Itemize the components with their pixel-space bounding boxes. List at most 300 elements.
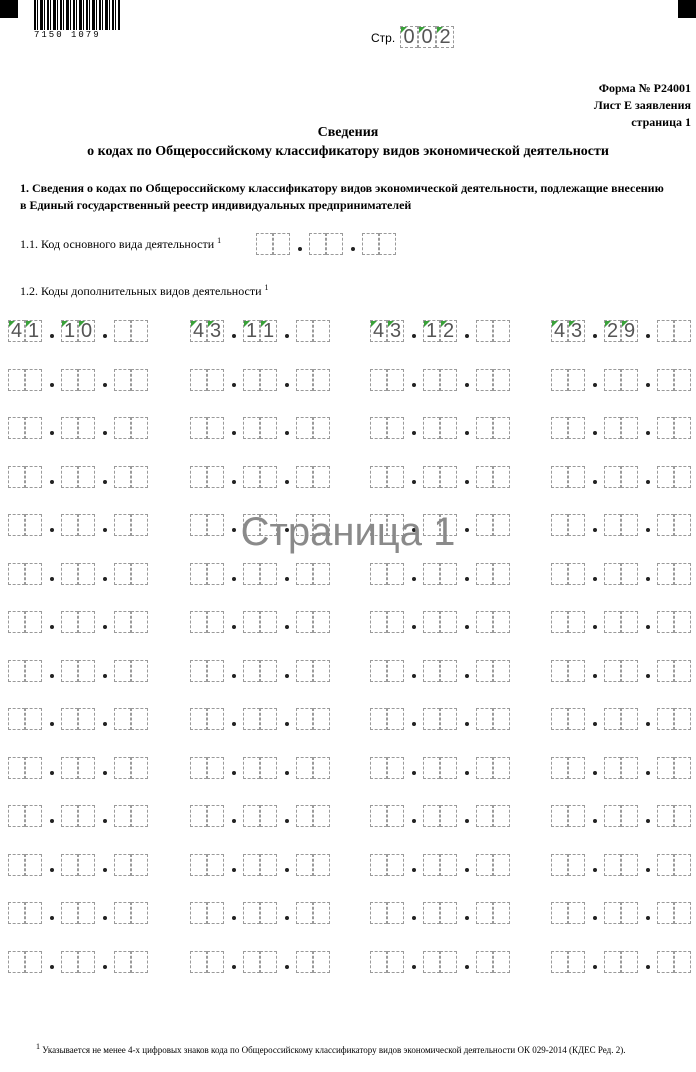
- additional-code-r6-c1-digit-4[interactable]: [78, 563, 95, 585]
- additional-code-r2-c3-digit-2[interactable]: [387, 369, 404, 391]
- additional-code-r1-c3-digit-5[interactable]: [476, 320, 493, 342]
- additional-code-r10-c2-digit-6[interactable]: [313, 757, 330, 779]
- additional-code-r11-c4-digit-6[interactable]: [674, 805, 691, 827]
- additional-code-r2-c1-digit-1[interactable]: [8, 369, 25, 391]
- additional-code-r7-c2-digit-2[interactable]: [207, 611, 224, 633]
- additional-code-r7-c1-digit-1[interactable]: [8, 611, 25, 633]
- additional-code-r2-c3-digit-1[interactable]: [370, 369, 387, 391]
- additional-code-r12-c3-digit-5[interactable]: [476, 854, 493, 876]
- additional-code-r12-c4-digit-1[interactable]: [551, 854, 568, 876]
- additional-code-r4-c3-digit-3[interactable]: [423, 466, 440, 488]
- additional-code-r4-c1-digit-1[interactable]: [8, 466, 25, 488]
- additional-code-r8-c1-digit-2[interactable]: [25, 660, 42, 682]
- additional-code-r9-c3-digit-6[interactable]: [493, 708, 510, 730]
- additional-code-r1-c2-digit-4[interactable]: 1: [260, 320, 277, 342]
- additional-code-r13-c2-digit-4[interactable]: [260, 902, 277, 924]
- additional-code-r2-c4-digit-6[interactable]: [674, 369, 691, 391]
- additional-code-r2-c2-digit-5[interactable]: [296, 369, 313, 391]
- additional-code-r6-c1-digit-6[interactable]: [131, 563, 148, 585]
- main-activity-code-digit-4[interactable]: [326, 233, 343, 255]
- additional-code-r7-c2-digit-3[interactable]: [243, 611, 260, 633]
- additional-code-r8-c4-digit-4[interactable]: [621, 660, 638, 682]
- additional-code-r13-c4-digit-1[interactable]: [551, 902, 568, 924]
- additional-code-r4-c3-digit-2[interactable]: [387, 466, 404, 488]
- additional-code-r8-c1-digit-1[interactable]: [8, 660, 25, 682]
- page-number-digit-1[interactable]: 0: [400, 26, 418, 48]
- additional-code-r1-c4-digit-4[interactable]: 9: [621, 320, 638, 342]
- additional-code-r12-c3-digit-2[interactable]: [387, 854, 404, 876]
- additional-code-r1-c2-digit-2[interactable]: 3: [207, 320, 224, 342]
- additional-code-r14-c2-digit-6[interactable]: [313, 951, 330, 973]
- additional-code-r1-c2-digit-3[interactable]: 1: [243, 320, 260, 342]
- additional-code-r7-c4-digit-4[interactable]: [621, 611, 638, 633]
- additional-code-r10-c3-digit-4[interactable]: [440, 757, 457, 779]
- additional-code-r13-c1-digit-6[interactable]: [131, 902, 148, 924]
- additional-code-r7-c1-digit-3[interactable]: [61, 611, 78, 633]
- additional-code-r9-c1-digit-4[interactable]: [78, 708, 95, 730]
- additional-code-r1-c1-digit-3[interactable]: 1: [61, 320, 78, 342]
- additional-code-r11-c4-digit-4[interactable]: [621, 805, 638, 827]
- main-activity-code-digit-3[interactable]: [309, 233, 326, 255]
- additional-code-r2-c1-digit-2[interactable]: [25, 369, 42, 391]
- additional-code-r3-c2-digit-6[interactable]: [313, 417, 330, 439]
- additional-code-r6-c4-digit-2[interactable]: [568, 563, 585, 585]
- additional-code-r10-c1-digit-4[interactable]: [78, 757, 95, 779]
- additional-code-r14-c4-digit-4[interactable]: [621, 951, 638, 973]
- additional-code-r6-c3-digit-6[interactable]: [493, 563, 510, 585]
- additional-code-r2-c4-digit-1[interactable]: [551, 369, 568, 391]
- additional-code-r9-c2-digit-6[interactable]: [313, 708, 330, 730]
- additional-code-r2-c2-digit-1[interactable]: [190, 369, 207, 391]
- additional-code-r13-c4-digit-3[interactable]: [604, 902, 621, 924]
- additional-code-r7-c3-digit-5[interactable]: [476, 611, 493, 633]
- additional-code-r4-c1-digit-5[interactable]: [114, 466, 131, 488]
- additional-code-r4-c2-digit-5[interactable]: [296, 466, 313, 488]
- additional-code-r4-c1-digit-6[interactable]: [131, 466, 148, 488]
- additional-code-r12-c1-digit-6[interactable]: [131, 854, 148, 876]
- additional-code-r1-c2-digit-6[interactable]: [313, 320, 330, 342]
- additional-code-r7-c4-digit-6[interactable]: [674, 611, 691, 633]
- additional-code-r12-c4-digit-4[interactable]: [621, 854, 638, 876]
- additional-code-r3-c1-digit-6[interactable]: [131, 417, 148, 439]
- additional-code-r4-c1-digit-3[interactable]: [61, 466, 78, 488]
- additional-code-r9-c4-digit-3[interactable]: [604, 708, 621, 730]
- additional-code-r6-c1-digit-2[interactable]: [25, 563, 42, 585]
- additional-code-r13-c1-digit-3[interactable]: [61, 902, 78, 924]
- additional-code-r13-c3-digit-5[interactable]: [476, 902, 493, 924]
- additional-code-r2-c2-digit-6[interactable]: [313, 369, 330, 391]
- additional-code-r14-c4-digit-3[interactable]: [604, 951, 621, 973]
- additional-code-r10-c2-digit-1[interactable]: [190, 757, 207, 779]
- additional-code-r2-c2-digit-2[interactable]: [207, 369, 224, 391]
- additional-code-r3-c3-digit-1[interactable]: [370, 417, 387, 439]
- additional-code-r2-c1-digit-5[interactable]: [114, 369, 131, 391]
- additional-code-r4-c2-digit-2[interactable]: [207, 466, 224, 488]
- additional-code-r2-c1-digit-3[interactable]: [61, 369, 78, 391]
- additional-code-r8-c4-digit-1[interactable]: [551, 660, 568, 682]
- additional-code-r11-c2-digit-2[interactable]: [207, 805, 224, 827]
- additional-code-r14-c2-digit-2[interactable]: [207, 951, 224, 973]
- additional-code-r11-c3-digit-5[interactable]: [476, 805, 493, 827]
- additional-code-r6-c3-digit-5[interactable]: [476, 563, 493, 585]
- additional-code-r14-c2-digit-1[interactable]: [190, 951, 207, 973]
- additional-code-r8-c2-digit-1[interactable]: [190, 660, 207, 682]
- additional-code-r9-c3-digit-2[interactable]: [387, 708, 404, 730]
- additional-code-r9-c1-digit-6[interactable]: [131, 708, 148, 730]
- additional-code-r9-c2-digit-2[interactable]: [207, 708, 224, 730]
- additional-code-r1-c4-digit-1[interactable]: 4: [551, 320, 568, 342]
- additional-code-r3-c4-digit-4[interactable]: [621, 417, 638, 439]
- additional-code-r2-c1-digit-4[interactable]: [78, 369, 95, 391]
- additional-code-r12-c2-digit-5[interactable]: [296, 854, 313, 876]
- additional-code-r1-c1-digit-2[interactable]: 1: [25, 320, 42, 342]
- additional-code-r10-c3-digit-2[interactable]: [387, 757, 404, 779]
- additional-code-r7-c1-digit-5[interactable]: [114, 611, 131, 633]
- additional-code-r2-c4-digit-2[interactable]: [568, 369, 585, 391]
- additional-code-r12-c2-digit-1[interactable]: [190, 854, 207, 876]
- additional-code-r9-c3-digit-4[interactable]: [440, 708, 457, 730]
- additional-code-r7-c4-digit-1[interactable]: [551, 611, 568, 633]
- page-number-digit-3[interactable]: 2: [436, 26, 454, 48]
- additional-code-r13-c3-digit-3[interactable]: [423, 902, 440, 924]
- additional-code-r6-c1-digit-1[interactable]: [8, 563, 25, 585]
- additional-code-r3-c2-digit-4[interactable]: [260, 417, 277, 439]
- additional-code-r14-c3-digit-4[interactable]: [440, 951, 457, 973]
- additional-code-r7-c3-digit-3[interactable]: [423, 611, 440, 633]
- additional-code-r14-c3-digit-1[interactable]: [370, 951, 387, 973]
- page-number-digit-2[interactable]: 0: [418, 26, 436, 48]
- additional-code-r8-c1-digit-5[interactable]: [114, 660, 131, 682]
- additional-code-r4-c4-digit-5[interactable]: [657, 466, 674, 488]
- additional-code-r1-c2-digit-5[interactable]: [296, 320, 313, 342]
- additional-code-r6-c4-digit-6[interactable]: [674, 563, 691, 585]
- additional-code-r3-c4-digit-1[interactable]: [551, 417, 568, 439]
- additional-code-r9-c3-digit-3[interactable]: [423, 708, 440, 730]
- additional-code-r10-c4-digit-4[interactable]: [621, 757, 638, 779]
- additional-code-r9-c4-digit-2[interactable]: [568, 708, 585, 730]
- additional-code-r3-c1-digit-2[interactable]: [25, 417, 42, 439]
- additional-code-r13-c3-digit-4[interactable]: [440, 902, 457, 924]
- additional-code-r14-c4-digit-5[interactable]: [657, 951, 674, 973]
- additional-code-r12-c3-digit-6[interactable]: [493, 854, 510, 876]
- additional-code-r14-c1-digit-2[interactable]: [25, 951, 42, 973]
- additional-code-r13-c4-digit-2[interactable]: [568, 902, 585, 924]
- main-activity-code-digit-6[interactable]: [379, 233, 396, 255]
- additional-code-r6-c4-digit-5[interactable]: [657, 563, 674, 585]
- additional-code-r8-c2-digit-2[interactable]: [207, 660, 224, 682]
- additional-code-r14-c3-digit-5[interactable]: [476, 951, 493, 973]
- additional-code-r7-c4-digit-2[interactable]: [568, 611, 585, 633]
- additional-code-r6-c2-digit-4[interactable]: [260, 563, 277, 585]
- main-activity-code-digit-1[interactable]: [256, 233, 273, 255]
- additional-code-r10-c4-digit-2[interactable]: [568, 757, 585, 779]
- additional-code-r12-c3-digit-3[interactable]: [423, 854, 440, 876]
- additional-code-r2-c3-digit-6[interactable]: [493, 369, 510, 391]
- additional-code-r1-c4-digit-3[interactable]: 2: [604, 320, 621, 342]
- additional-code-r10-c1-digit-6[interactable]: [131, 757, 148, 779]
- additional-code-r4-c4-digit-4[interactable]: [621, 466, 638, 488]
- additional-code-r8-c2-digit-3[interactable]: [243, 660, 260, 682]
- additional-code-r10-c2-digit-2[interactable]: [207, 757, 224, 779]
- additional-code-r7-c2-digit-1[interactable]: [190, 611, 207, 633]
- additional-code-r9-c4-digit-5[interactable]: [657, 708, 674, 730]
- additional-code-r10-c4-digit-1[interactable]: [551, 757, 568, 779]
- additional-code-r4-c4-digit-2[interactable]: [568, 466, 585, 488]
- additional-code-r8-c2-digit-4[interactable]: [260, 660, 277, 682]
- additional-code-r13-c2-digit-5[interactable]: [296, 902, 313, 924]
- additional-code-r7-c2-digit-5[interactable]: [296, 611, 313, 633]
- additional-code-r1-c3-digit-1[interactable]: 4: [370, 320, 387, 342]
- additional-code-r9-c2-digit-4[interactable]: [260, 708, 277, 730]
- additional-code-r10-c2-digit-4[interactable]: [260, 757, 277, 779]
- additional-code-r12-c1-digit-2[interactable]: [25, 854, 42, 876]
- additional-code-r1-c1-digit-5[interactable]: [114, 320, 131, 342]
- additional-code-r1-c3-digit-4[interactable]: 2: [440, 320, 457, 342]
- additional-code-r12-c1-digit-5[interactable]: [114, 854, 131, 876]
- additional-code-r11-c2-digit-1[interactable]: [190, 805, 207, 827]
- additional-code-r10-c4-digit-6[interactable]: [674, 757, 691, 779]
- additional-code-r13-c3-digit-6[interactable]: [493, 902, 510, 924]
- additional-code-r2-c2-digit-4[interactable]: [260, 369, 277, 391]
- additional-code-r6-c4-digit-4[interactable]: [621, 563, 638, 585]
- additional-code-r13-c2-digit-3[interactable]: [243, 902, 260, 924]
- additional-code-r13-c2-digit-1[interactable]: [190, 902, 207, 924]
- additional-code-r10-c2-digit-3[interactable]: [243, 757, 260, 779]
- additional-code-r4-c3-digit-6[interactable]: [493, 466, 510, 488]
- additional-code-r10-c3-digit-3[interactable]: [423, 757, 440, 779]
- additional-code-r3-c3-digit-3[interactable]: [423, 417, 440, 439]
- additional-code-r7-c3-digit-2[interactable]: [387, 611, 404, 633]
- additional-code-r1-c3-digit-2[interactable]: 3: [387, 320, 404, 342]
- additional-code-r7-c4-digit-5[interactable]: [657, 611, 674, 633]
- additional-code-r9-c1-digit-5[interactable]: [114, 708, 131, 730]
- additional-code-r8-c3-digit-6[interactable]: [493, 660, 510, 682]
- additional-code-r8-c1-digit-3[interactable]: [61, 660, 78, 682]
- additional-code-r6-c2-digit-6[interactable]: [313, 563, 330, 585]
- additional-code-r8-c4-digit-2[interactable]: [568, 660, 585, 682]
- additional-code-r12-c1-digit-3[interactable]: [61, 854, 78, 876]
- additional-code-r7-c3-digit-4[interactable]: [440, 611, 457, 633]
- additional-code-r2-c2-digit-3[interactable]: [243, 369, 260, 391]
- additional-code-r3-c3-digit-6[interactable]: [493, 417, 510, 439]
- additional-code-r8-c3-digit-4[interactable]: [440, 660, 457, 682]
- additional-code-r4-c2-digit-6[interactable]: [313, 466, 330, 488]
- additional-code-r6-c2-digit-1[interactable]: [190, 563, 207, 585]
- additional-code-r3-c4-digit-5[interactable]: [657, 417, 674, 439]
- main-activity-code-digit-5[interactable]: [362, 233, 379, 255]
- additional-code-r13-c1-digit-2[interactable]: [25, 902, 42, 924]
- main-activity-code-digit-2[interactable]: [273, 233, 290, 255]
- additional-code-r6-c4-digit-3[interactable]: [604, 563, 621, 585]
- additional-code-r9-c2-digit-3[interactable]: [243, 708, 260, 730]
- additional-code-r11-c2-digit-4[interactable]: [260, 805, 277, 827]
- additional-code-r1-c1-digit-4[interactable]: 0: [78, 320, 95, 342]
- additional-code-r11-c1-digit-2[interactable]: [25, 805, 42, 827]
- additional-code-r6-c2-digit-5[interactable]: [296, 563, 313, 585]
- additional-code-r11-c2-digit-6[interactable]: [313, 805, 330, 827]
- additional-code-r8-c4-digit-6[interactable]: [674, 660, 691, 682]
- additional-code-r12-c3-digit-4[interactable]: [440, 854, 457, 876]
- additional-code-r1-c2-digit-1[interactable]: 4: [190, 320, 207, 342]
- additional-code-r9-c2-digit-1[interactable]: [190, 708, 207, 730]
- additional-code-r3-c1-digit-5[interactable]: [114, 417, 131, 439]
- additional-code-r10-c3-digit-6[interactable]: [493, 757, 510, 779]
- additional-code-r4-c4-digit-1[interactable]: [551, 466, 568, 488]
- additional-code-r14-c1-digit-4[interactable]: [78, 951, 95, 973]
- additional-code-r6-c1-digit-5[interactable]: [114, 563, 131, 585]
- additional-code-r13-c2-digit-6[interactable]: [313, 902, 330, 924]
- additional-code-r4-c1-digit-4[interactable]: [78, 466, 95, 488]
- additional-code-r14-c1-digit-3[interactable]: [61, 951, 78, 973]
- additional-code-r14-c1-digit-6[interactable]: [131, 951, 148, 973]
- additional-code-r10-c4-digit-5[interactable]: [657, 757, 674, 779]
- additional-code-r11-c3-digit-1[interactable]: [370, 805, 387, 827]
- additional-code-r8-c4-digit-5[interactable]: [657, 660, 674, 682]
- additional-code-r6-c3-digit-4[interactable]: [440, 563, 457, 585]
- additional-code-r12-c4-digit-2[interactable]: [568, 854, 585, 876]
- additional-code-r12-c2-digit-2[interactable]: [207, 854, 224, 876]
- additional-code-r10-c1-digit-3[interactable]: [61, 757, 78, 779]
- additional-code-r2-c4-digit-4[interactable]: [621, 369, 638, 391]
- additional-code-r10-c2-digit-5[interactable]: [296, 757, 313, 779]
- additional-code-r14-c3-digit-6[interactable]: [493, 951, 510, 973]
- additional-code-r8-c4-digit-3[interactable]: [604, 660, 621, 682]
- additional-code-r14-c3-digit-2[interactable]: [387, 951, 404, 973]
- additional-code-r8-c3-digit-2[interactable]: [387, 660, 404, 682]
- additional-code-r12-c2-digit-6[interactable]: [313, 854, 330, 876]
- additional-code-r2-c3-digit-3[interactable]: [423, 369, 440, 391]
- additional-code-r10-c1-digit-5[interactable]: [114, 757, 131, 779]
- additional-code-r1-c1-digit-6[interactable]: [131, 320, 148, 342]
- additional-code-r7-c4-digit-3[interactable]: [604, 611, 621, 633]
- additional-code-r13-c4-digit-4[interactable]: [621, 902, 638, 924]
- additional-code-r12-c3-digit-1[interactable]: [370, 854, 387, 876]
- additional-code-r8-c1-digit-6[interactable]: [131, 660, 148, 682]
- additional-code-r3-c3-digit-5[interactable]: [476, 417, 493, 439]
- additional-code-r9-c1-digit-2[interactable]: [25, 708, 42, 730]
- additional-code-r3-c1-digit-3[interactable]: [61, 417, 78, 439]
- additional-code-r14-c4-digit-6[interactable]: [674, 951, 691, 973]
- additional-code-r13-c4-digit-5[interactable]: [657, 902, 674, 924]
- additional-code-r2-c4-digit-5[interactable]: [657, 369, 674, 391]
- additional-code-r11-c3-digit-2[interactable]: [387, 805, 404, 827]
- additional-code-r7-c1-digit-2[interactable]: [25, 611, 42, 633]
- additional-code-r1-c3-digit-6[interactable]: [493, 320, 510, 342]
- additional-code-r11-c1-digit-6[interactable]: [131, 805, 148, 827]
- additional-code-r11-c2-digit-3[interactable]: [243, 805, 260, 827]
- additional-code-r11-c1-digit-5[interactable]: [114, 805, 131, 827]
- additional-code-r2-c3-digit-4[interactable]: [440, 369, 457, 391]
- additional-code-r11-c4-digit-1[interactable]: [551, 805, 568, 827]
- additional-code-r14-c2-digit-3[interactable]: [243, 951, 260, 973]
- additional-code-r1-c1-digit-1[interactable]: 4: [8, 320, 25, 342]
- additional-code-r11-c1-digit-4[interactable]: [78, 805, 95, 827]
- additional-code-r12-c4-digit-6[interactable]: [674, 854, 691, 876]
- additional-code-r3-c2-digit-5[interactable]: [296, 417, 313, 439]
- additional-code-r13-c3-digit-2[interactable]: [387, 902, 404, 924]
- additional-code-r13-c2-digit-2[interactable]: [207, 902, 224, 924]
- additional-code-r3-c4-digit-2[interactable]: [568, 417, 585, 439]
- additional-code-r11-c4-digit-3[interactable]: [604, 805, 621, 827]
- additional-code-r10-c1-digit-1[interactable]: [8, 757, 25, 779]
- additional-code-r10-c3-digit-5[interactable]: [476, 757, 493, 779]
- additional-code-r6-c2-digit-3[interactable]: [243, 563, 260, 585]
- additional-code-r6-c3-digit-3[interactable]: [423, 563, 440, 585]
- additional-code-r9-c2-digit-5[interactable]: [296, 708, 313, 730]
- additional-code-r4-c2-digit-1[interactable]: [190, 466, 207, 488]
- additional-code-r11-c2-digit-5[interactable]: [296, 805, 313, 827]
- additional-code-r13-c3-digit-1[interactable]: [370, 902, 387, 924]
- additional-code-r8-c2-digit-6[interactable]: [313, 660, 330, 682]
- additional-code-r7-c2-digit-4[interactable]: [260, 611, 277, 633]
- additional-code-r7-c2-digit-6[interactable]: [313, 611, 330, 633]
- additional-code-r11-c3-digit-4[interactable]: [440, 805, 457, 827]
- additional-code-r14-c3-digit-3[interactable]: [423, 951, 440, 973]
- additional-code-r3-c3-digit-4[interactable]: [440, 417, 457, 439]
- additional-code-r13-c1-digit-5[interactable]: [114, 902, 131, 924]
- additional-code-r11-c1-digit-1[interactable]: [8, 805, 25, 827]
- additional-code-r2-c1-digit-6[interactable]: [131, 369, 148, 391]
- additional-code-r7-c1-digit-4[interactable]: [78, 611, 95, 633]
- additional-code-r10-c1-digit-2[interactable]: [25, 757, 42, 779]
- additional-code-r3-c2-digit-3[interactable]: [243, 417, 260, 439]
- additional-code-r8-c3-digit-1[interactable]: [370, 660, 387, 682]
- additional-code-r4-c4-digit-6[interactable]: [674, 466, 691, 488]
- additional-code-r8-c1-digit-4[interactable]: [78, 660, 95, 682]
- additional-code-r6-c3-digit-1[interactable]: [370, 563, 387, 585]
- additional-code-r1-c4-digit-6[interactable]: [674, 320, 691, 342]
- additional-code-r14-c2-digit-5[interactable]: [296, 951, 313, 973]
- additional-code-r12-c2-digit-3[interactable]: [243, 854, 260, 876]
- additional-code-r1-c4-digit-5[interactable]: [657, 320, 674, 342]
- additional-code-r14-c2-digit-4[interactable]: [260, 951, 277, 973]
- additional-code-r3-c1-digit-1[interactable]: [8, 417, 25, 439]
- additional-code-r6-c4-digit-1[interactable]: [551, 563, 568, 585]
- additional-code-r3-c4-digit-6[interactable]: [674, 417, 691, 439]
- additional-code-r11-c4-digit-5[interactable]: [657, 805, 674, 827]
- additional-code-r3-c3-digit-2[interactable]: [387, 417, 404, 439]
- additional-code-r8-c3-digit-3[interactable]: [423, 660, 440, 682]
- additional-code-r8-c3-digit-5[interactable]: [476, 660, 493, 682]
- additional-code-r6-c2-digit-2[interactable]: [207, 563, 224, 585]
- additional-code-r13-c1-digit-1[interactable]: [8, 902, 25, 924]
- additional-code-r2-c3-digit-5[interactable]: [476, 369, 493, 391]
- additional-code-r3-c2-digit-1[interactable]: [190, 417, 207, 439]
- additional-code-r9-c3-digit-1[interactable]: [370, 708, 387, 730]
- additional-code-r7-c3-digit-6[interactable]: [493, 611, 510, 633]
- additional-code-r10-c4-digit-3[interactable]: [604, 757, 621, 779]
- additional-code-r12-c2-digit-4[interactable]: [260, 854, 277, 876]
- additional-code-r9-c4-digit-4[interactable]: [621, 708, 638, 730]
- additional-code-r1-c4-digit-2[interactable]: 3: [568, 320, 585, 342]
- additional-code-r4-c1-digit-2[interactable]: [25, 466, 42, 488]
- additional-code-r7-c3-digit-1[interactable]: [370, 611, 387, 633]
- additional-code-r9-c1-digit-3[interactable]: [61, 708, 78, 730]
- additional-code-r3-c2-digit-2[interactable]: [207, 417, 224, 439]
- additional-code-r11-c3-digit-6[interactable]: [493, 805, 510, 827]
- additional-code-r4-c4-digit-3[interactable]: [604, 466, 621, 488]
- additional-code-r11-c4-digit-2[interactable]: [568, 805, 585, 827]
- additional-code-r13-c4-digit-6[interactable]: [674, 902, 691, 924]
- additional-code-r11-c1-digit-3[interactable]: [61, 805, 78, 827]
- additional-code-r4-c3-digit-1[interactable]: [370, 466, 387, 488]
- additional-code-r4-c3-digit-4[interactable]: [440, 466, 457, 488]
- additional-code-r9-c4-digit-1[interactable]: [551, 708, 568, 730]
- additional-code-r9-c4-digit-6[interactable]: [674, 708, 691, 730]
- additional-code-r13-c1-digit-4[interactable]: [78, 902, 95, 924]
- additional-code-r2-c4-digit-3[interactable]: [604, 369, 621, 391]
- additional-code-r4-c3-digit-5[interactable]: [476, 466, 493, 488]
